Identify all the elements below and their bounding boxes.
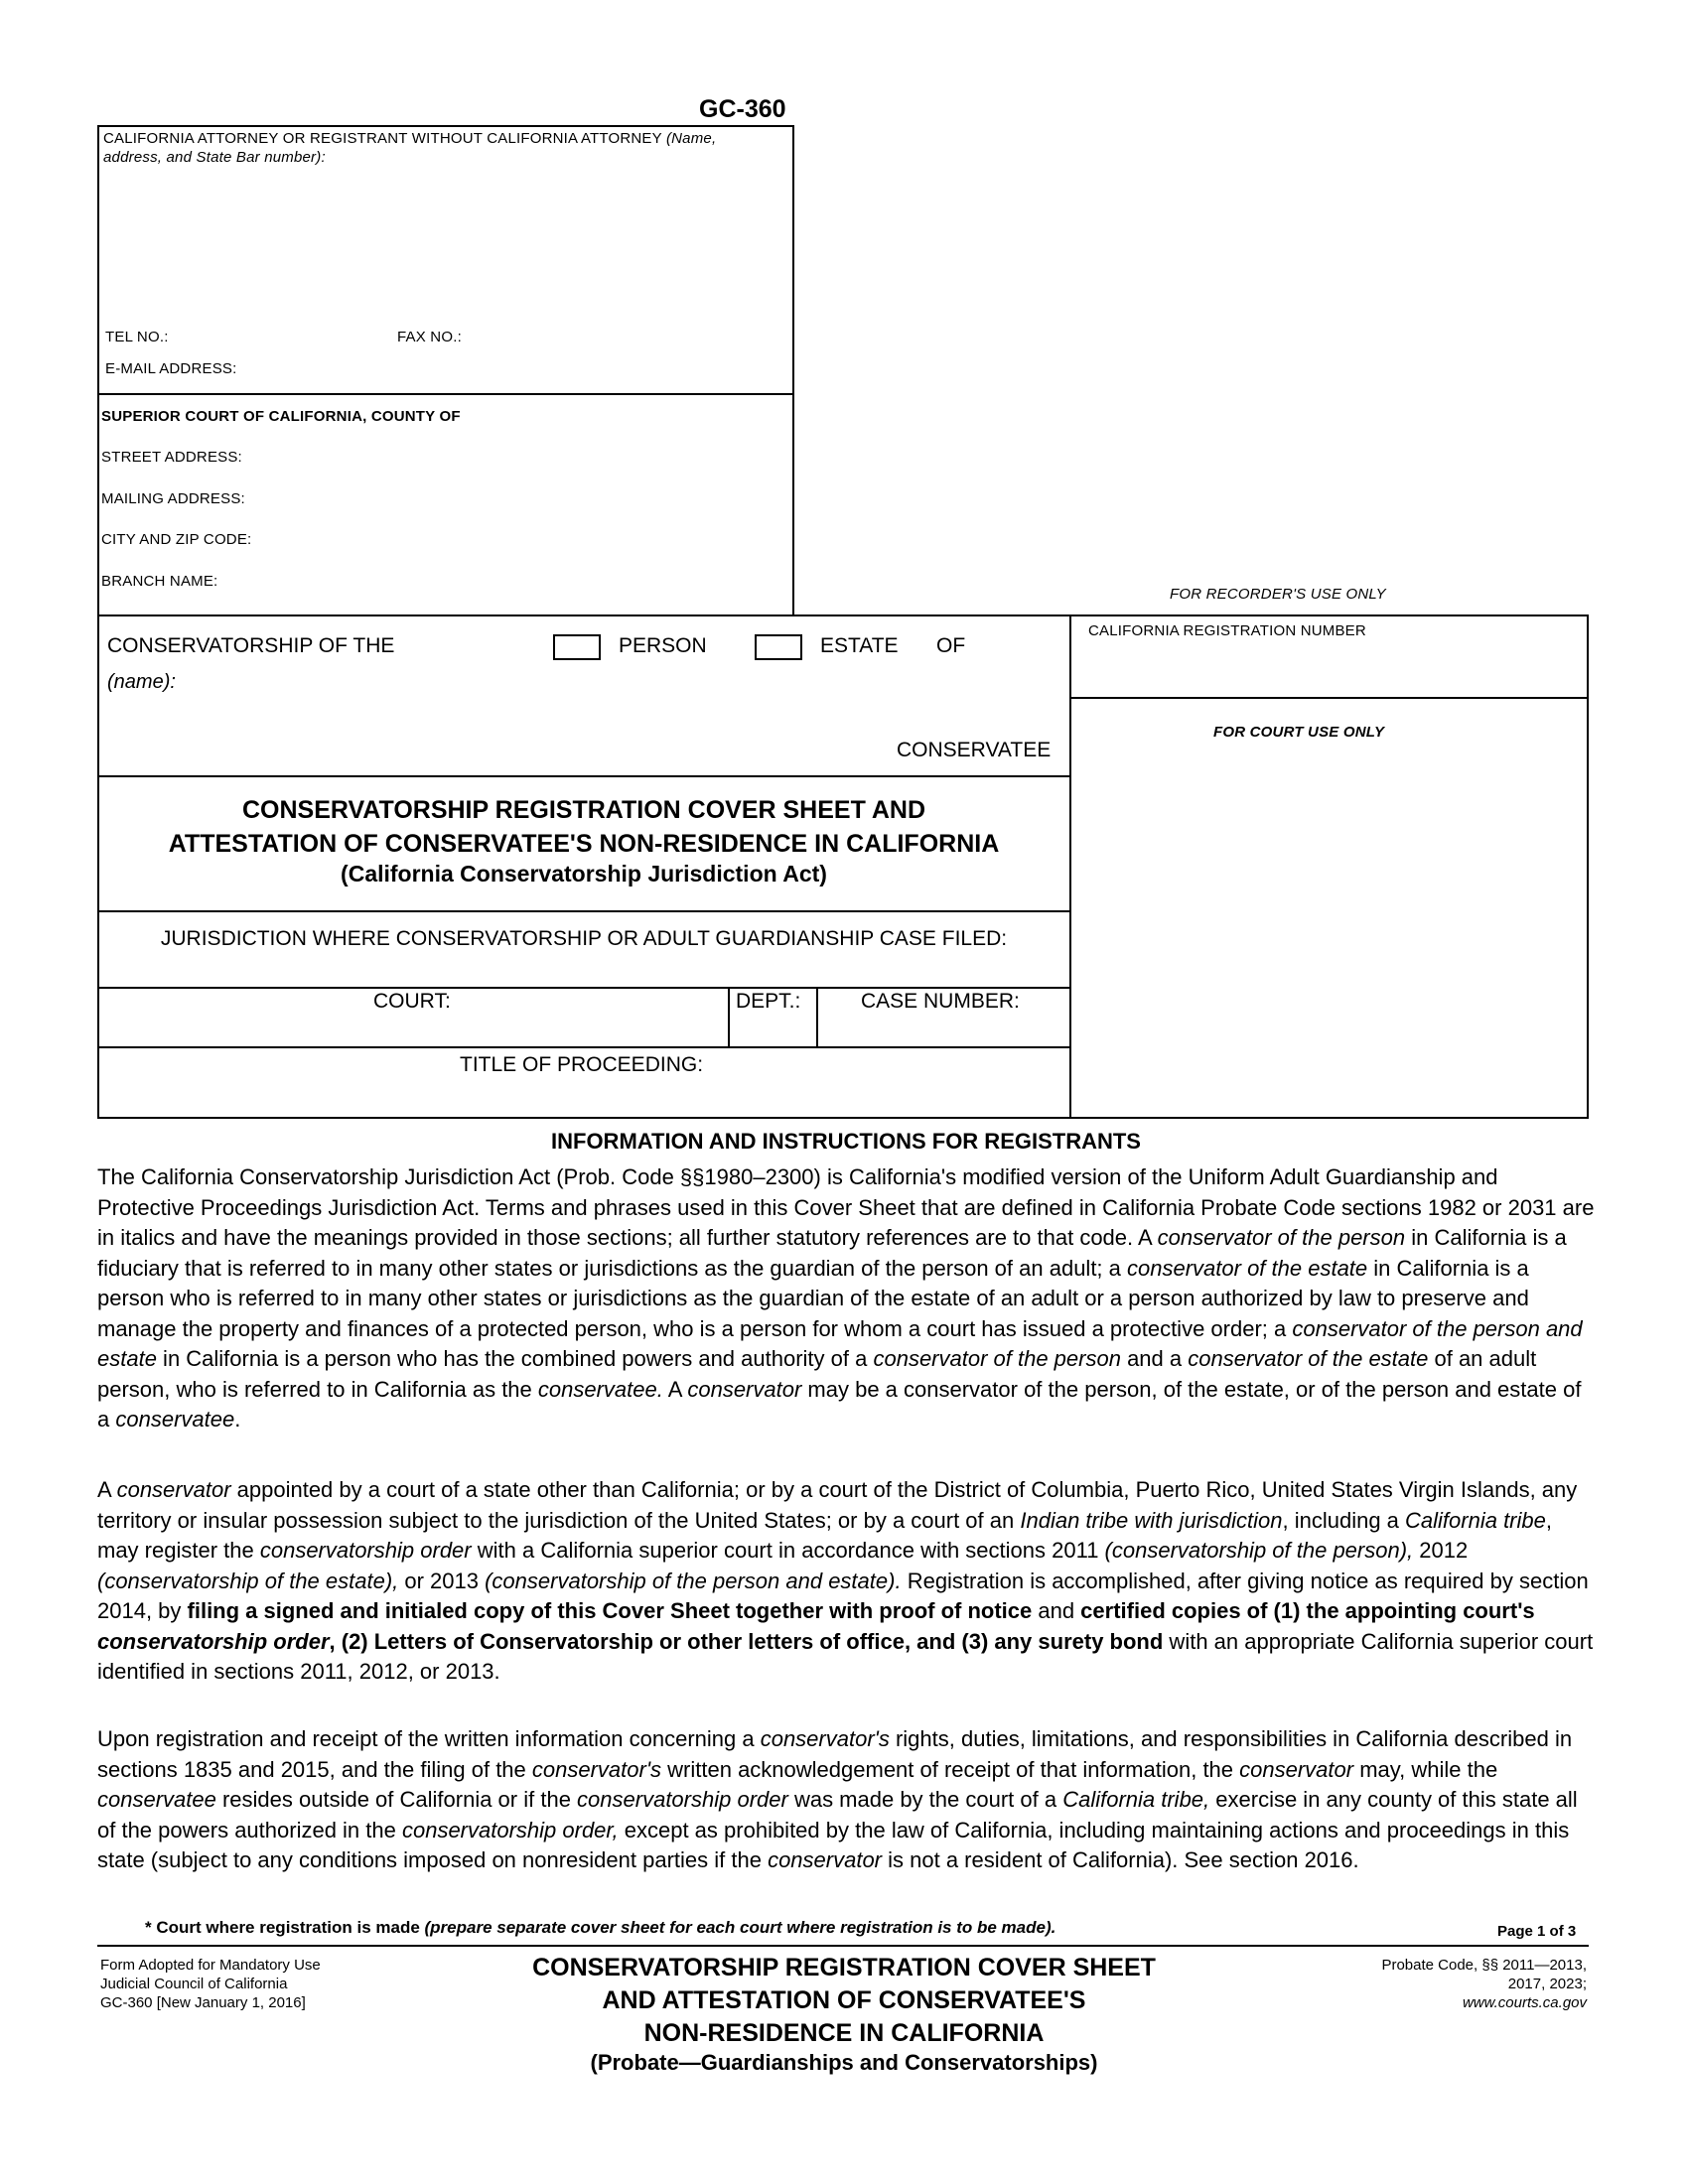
divider: [97, 614, 1589, 616]
conservatee-label: CONSERVATEE: [897, 739, 1052, 761]
street-address-label: STREET ADDRESS:: [101, 449, 242, 466]
divider: [1587, 614, 1589, 1119]
instructions-paragraph-2: A conservator appointed by a court of a state other than California; or by a court of the District of Columbia, Puerto Rico, United States Virgin Islands, any territory or insular possession subject to the jurisdiction of the United States; or by a court of an Indian tribe with jurisdiction, including a California tribe, may register the conservatorship order with a California superior court in accordance with sections 2011 (conservatorship of the person), 2012 (conservatorship of the estate), or 2013 (conservatorship of the person and estate). Registration is accomplished, after giving notice as required by section 2014, by filing a signed and initialed copy of this Cover Sheet together with proof of notice and certified copies of (1) the appointing court's conservatorship order, (2) Letters of Conservatorship or other letters of office, and (3) any surety bond with an appropriate California superior court identified in sections 2011, 2012, or 2013.: [97, 1477, 1594, 1684]
footer-title-line: CONSERVATORSHIP REGISTRATION COVER SHEET: [532, 1954, 1156, 1981]
divider: [728, 987, 730, 1047]
divider: [97, 393, 794, 395]
divider: [97, 987, 1070, 989]
divider: [97, 125, 99, 614]
estate-label: ESTATE: [820, 634, 899, 657]
name-label: (name):: [107, 671, 176, 693]
registration-number-label: CALIFORNIA REGISTRATION NUMBER: [1088, 622, 1366, 639]
title-of-proceeding-label: TITLE OF PROCEEDING:: [460, 1053, 704, 1076]
page-number: Page 1 of 3: [1497, 1923, 1577, 1940]
person-label: PERSON: [619, 634, 707, 657]
conservatorship-of-the-label: CONSERVATORSHIP OF THE: [107, 634, 395, 657]
footer-subtitle: (Probate—Guardianships and Conservatorships): [590, 2050, 1098, 2075]
form-number: GC-360: [699, 95, 786, 123]
footer-title: [427, 1952, 1261, 2076]
document-title-line2: ATTESTATION OF CONSERVATEE'S NON-RESIDENCE IN CALIFORNIA: [168, 830, 1000, 858]
divider: [1069, 614, 1071, 1119]
divider: [97, 125, 794, 127]
footer-divider: [97, 1945, 1589, 1947]
of-label: OF: [936, 634, 966, 657]
estate-checkbox[interactable]: [755, 634, 802, 660]
footer-left-line: Form Adopted for Mandatory Use: [100, 1957, 321, 1974]
footer-title-line: NON-RESIDENCE IN CALIFORNIA: [643, 2019, 1045, 2047]
document-title: [99, 793, 1068, 887]
divider: [97, 775, 1070, 777]
footer-left-line: Judicial Council of California: [100, 1976, 288, 1992]
tel-label: TEL NO.:: [105, 329, 169, 345]
divider: [816, 987, 818, 1047]
case-number-label: CASE NUMBER:: [861, 990, 1020, 1013]
document-title-line1: CONSERVATORSHIP REGISTRATION COVER SHEET AND: [241, 796, 926, 824]
city-zip-label: CITY AND ZIP CODE:: [101, 531, 252, 548]
divider: [97, 1046, 1070, 1048]
document-title-line3: (California Conservatorship Jurisdiction Act): [341, 861, 827, 887]
footer-title-line: AND ATTESTATION OF CONSERVATEE'S: [602, 1986, 1086, 2014]
attorney-label-italic-2: address, and State Bar number):: [103, 149, 326, 166]
divider: [1069, 697, 1588, 699]
instructions-paragraph-3: Upon registration and receipt of the written information concerning a conservator's rights, duties, limitations, and responsibilities in California described in sections 1835 and 2015, and the filing of the conservator's written acknowledgement of receipt of that information, the conservator may, while the conservatee resides outside of California or if the conservatorship order was made by the court of a California tribe, exercise in any county of this state all of the powers authorized in the conservatorship order, except as prohibited by the law of California, including maintaining actions and proceedings in this state (subject to any conditions imposed on nonresident parties if the conservator is not a resident of California). See section 2016.: [97, 1726, 1578, 1872]
court-label: COURT:: [373, 990, 451, 1013]
attorney-label-text: CALIFORNIA ATTORNEY OR REGISTRANT WITHOUT CALIFORNIA ATTORNEY: [103, 130, 666, 147]
attorney-label: [103, 129, 788, 167]
footer-website-link[interactable]: www.courts.ca.gov: [1462, 1994, 1587, 2011]
footer-right-line: Probate Code, §§ 2011—2013,: [1381, 1957, 1587, 1974]
attorney-label-italic: (Name,: [665, 130, 717, 147]
person-checkbox[interactable]: [553, 634, 601, 660]
divider: [97, 910, 1070, 912]
footnote: * Court where registration is made (prepare separate cover sheet for each court where registration is to be made).: [145, 1918, 1056, 1937]
jurisdiction-heading: JURISDICTION WHERE CONSERVATORSHIP OR ADULT GUARDIANSHIP CASE FILED:: [160, 927, 1008, 950]
footer-left-line: GC-360 [New January 1, 2016]: [100, 1994, 306, 2011]
fax-label: FAX NO.:: [397, 329, 462, 345]
recorder-use-label: FOR RECORDER'S USE ONLY: [1170, 586, 1386, 603]
footer-right-line: 2017, 2023;: [1507, 1976, 1587, 1992]
instructions-heading: INFORMATION AND INSTRUCTIONS FOR REGISTRANTS: [551, 1129, 1141, 1154]
court-heading: SUPERIOR COURT OF CALIFORNIA, COUNTY OF: [101, 408, 461, 425]
footer-form-info: [100, 1956, 321, 2012]
instructions-paragraph-1: The California Conservatorship Jurisdiction Act (Prob. Code §§1980–2300) is California's modified version of the Uniform Adult Guardianship and Protective Proceedings Jurisdiction Act. Terms and phrases used in this Cover Sheet that are defined in California Probate Code sections 1982 or 2031 are in italics and have the meanings provided in those sections; all further statutory references are to that code. A conservator of the person in California is a fiduciary that is referred to in many other states or jurisdictions as the guardian of the person of an adult; a conservator of the estate in California is a person who is referred to in many other states or jurisdictions as the guardian of the estate of an adult or a person authorized by law to preserve and manage the property and finances of a protected person, who is a person for whom a court has issued a protective order; a conservator of the person and estate in California is a person who has the combined powers and authority of a conservator of the person and a conservator of the estate of an adult person, who is referred to in California as the conservatee. A conservator may be a conservator of the person, of the estate, or of the person and estate of a conservatee.: [97, 1164, 1595, 1432]
dept-label: DEPT.:: [736, 990, 801, 1013]
mailing-address-label: MAILING ADDRESS:: [101, 490, 245, 507]
court-use-label: FOR COURT USE ONLY: [1213, 724, 1385, 741]
email-label: E-MAIL ADDRESS:: [105, 360, 237, 377]
footer-citation: [1291, 1956, 1587, 2012]
divider: [792, 125, 794, 614]
divider: [97, 1117, 1589, 1119]
branch-name-label: BRANCH NAME:: [101, 573, 218, 590]
